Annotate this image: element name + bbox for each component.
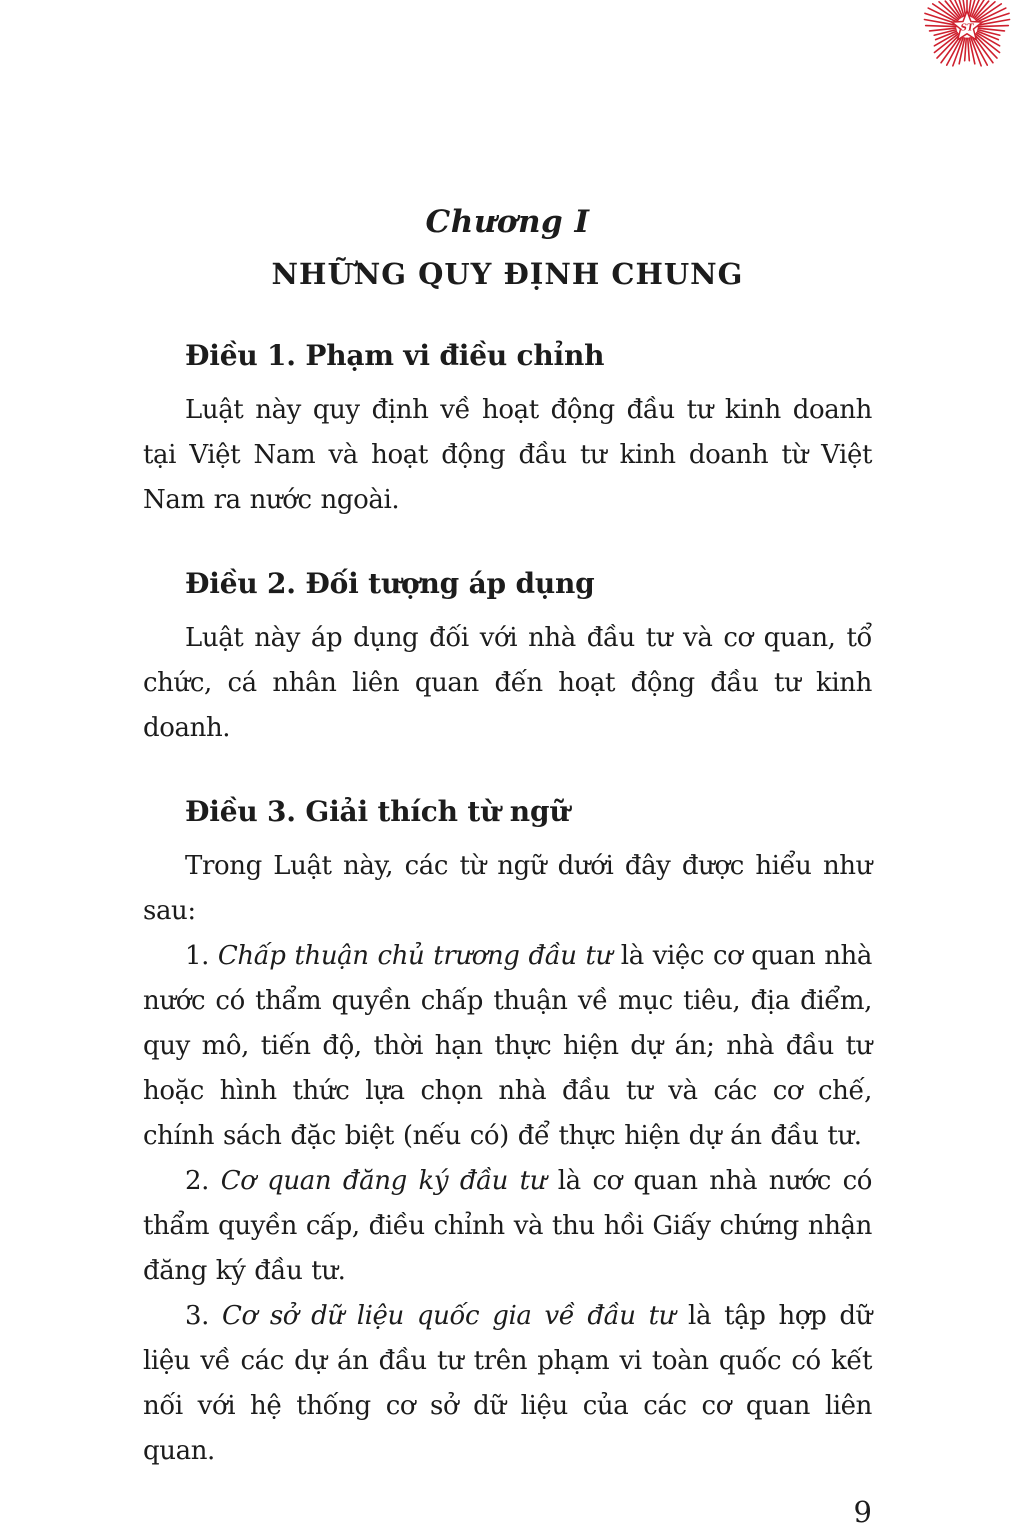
article-paragraph bbox=[143, 934, 872, 1159]
text-run: là việc cơ quan nhà nước có thẩm quyền chấp thuận về mục tiêu, địa điểm, quy mô, tiến độ, thời hạn thực hiện dự án; nhà đầu tư hoặc hình thức lựa chọn nhà đầu tư và các cơ chế, chính sách đặc biệt (nếu có) để thực hiện dự án đầu tư. bbox=[143, 941, 872, 1151]
article-paragraph bbox=[143, 844, 872, 934]
article-paragraph bbox=[143, 616, 872, 751]
defined-term: Chấp thuận chủ trương đầu tư bbox=[217, 941, 612, 971]
text-run: Luật này quy định về hoạt động đầu tư kinh doanh tại Việt Nam và hoạt động đầu tư kinh doanh từ Việt Nam ra nước ngoài. bbox=[143, 395, 872, 515]
article-paragraph bbox=[143, 1294, 872, 1474]
text-run: 1. bbox=[185, 941, 218, 971]
text-run: là tập hợp dữ liệu về các dự án đầu tư trên phạm vi toàn quốc có kết nối với hệ thống cơ sở dữ liệu của các cơ quan liên quan. bbox=[143, 1301, 872, 1466]
logo-monogram: ST bbox=[960, 23, 974, 34]
chapter-kicker: Chương I bbox=[425, 204, 590, 240]
text-run: 3. bbox=[185, 1301, 223, 1331]
defined-term: Cơ sở dữ liệu quốc gia về đầu tư bbox=[222, 1301, 675, 1331]
text-run: là cơ quan nhà nước có thẩm quyền cấp, điều chỉnh và thu hồi Giấy chứng nhận đăng ký đầu tư. bbox=[143, 1166, 872, 1286]
articles-body bbox=[143, 333, 872, 1474]
text-run: Luật này áp dụng đối với nhà đầu tư và cơ quan, tổ chức, cá nhân liên quan đến hoạt động đầu tư kinh doanh. bbox=[143, 623, 872, 743]
article-paragraph bbox=[143, 388, 872, 523]
chapter-title: NHỮNG QUY ĐỊNH CHUNG bbox=[271, 257, 744, 291]
page-number: 9 bbox=[853, 1495, 872, 1529]
article-heading: Điều 2. Đối tượng áp dụng bbox=[185, 567, 595, 600]
article-heading: Điều 3. Giải thích từ ngữ bbox=[185, 795, 570, 828]
article-paragraph bbox=[143, 1159, 872, 1294]
article-heading: Điều 1. Phạm vi điều chỉnh bbox=[185, 339, 605, 372]
text-run: 2. bbox=[185, 1166, 221, 1196]
defined-term: Cơ quan đăng ký đầu tư bbox=[220, 1166, 547, 1196]
publisher-starburst-logo bbox=[920, 0, 1014, 74]
text-run: Trong Luật này, các từ ngữ dưới đây được hiểu như sau: bbox=[143, 851, 872, 926]
